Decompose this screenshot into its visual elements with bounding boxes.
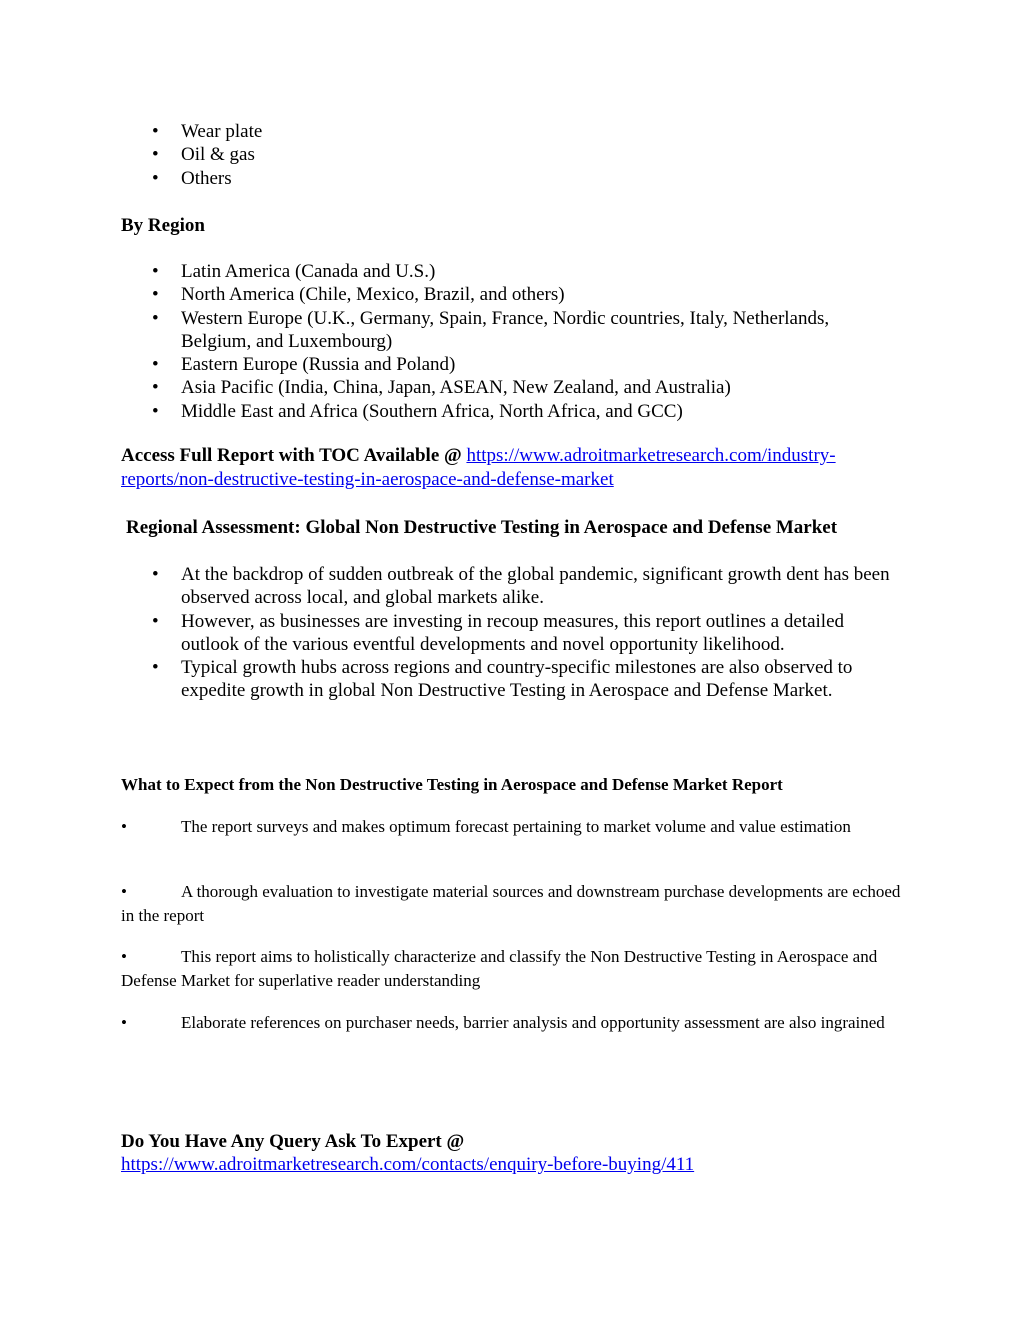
list-item: • Asia Pacific (India, China, Japan, ASEAN, New Zealand, and Australia)	[0, 376, 881, 399]
list-item: • Middle East and Africa (Southern Africa, North Africa, and GCC)	[0, 400, 881, 423]
expect-item-text: A thorough evaluation to investigate material sources and downstream purchase developments are echoed in the report	[121, 882, 901, 925]
list-item: • Latin America (Canada and U.S.)	[0, 260, 881, 283]
access-report-paragraph	[121, 444, 911, 491]
bullet-glyph: •	[121, 947, 127, 966]
list-item: • However, as businesses are investing in recoup measures, this report outlines a detailed outlook of the various eventful developments and novel opportunity likelihood.	[0, 610, 891, 657]
regional-assessment-title: Regional Assessment: Global Non Destructive Testing in Aerospace and Defense Market	[126, 517, 838, 538]
full-report-link[interactable]: https://www.adroitmarketresearch.com/industry-reports/non-destructive-testing-in-aerospace-and-defense-market	[121, 445, 836, 490]
expect-item	[121, 1011, 901, 1035]
expect-item-text: Elaborate references on purchaser needs, barrier analysis and opportunity assessment are also ingrained	[181, 1013, 885, 1032]
list-item: • At the backdrop of sudden outbreak of the global pandemic, significant growth dent has been observed across local, and global markets alike.	[0, 563, 891, 610]
list-item: • Wear plate	[0, 120, 881, 143]
expect-item-text: This report aims to holistically characterize and classify the Non Destructive Testing in Aerospace and Defense Market for superlative reader understanding	[121, 947, 878, 990]
regional-assessment-list	[0, 563, 891, 703]
expect-item-text: The report surveys and makes optimum forecast pertaining to market volume and value estimation	[181, 817, 851, 836]
bullet-glyph: •	[121, 1013, 127, 1032]
expect-item	[121, 945, 901, 992]
region-list	[0, 260, 881, 423]
region-heading: By Region	[121, 215, 205, 236]
expect-item	[121, 880, 901, 927]
expect-item	[121, 815, 901, 839]
list-item: • Others	[0, 167, 881, 190]
enquiry-link[interactable]: https://www.adroitmarketresearch.com/contacts/enquiry-before-buying/411	[121, 1154, 695, 1175]
query-label: Do You Have Any Query Ask To Expert @	[121, 1131, 465, 1152]
application-list	[0, 120, 881, 190]
query-paragraph	[121, 1130, 694, 1176]
bullet-glyph: •	[121, 882, 127, 901]
list-item: • Western Europe (U.K., Germany, Spain, France, Nordic countries, Italy, Netherlands, Belgium, and Luxembourg)	[0, 307, 881, 354]
access-report-label: Access Full Report with TOC Available @	[121, 445, 467, 466]
list-item: • Oil & gas	[0, 143, 881, 166]
list-item: • Typical growth hubs across regions and country-specific milestones are also observed to expedite growth in global Non Destructive Testing in Aerospace and Defense Market.	[0, 656, 891, 703]
expect-title: What to Expect from the Non Destructive Testing in Aerospace and Defense Market Report	[121, 775, 783, 794]
bullet-glyph: •	[121, 817, 127, 836]
list-item: • North America (Chile, Mexico, Brazil, and others)	[0, 283, 881, 306]
list-item: • Eastern Europe (Russia and Poland)	[0, 353, 881, 376]
